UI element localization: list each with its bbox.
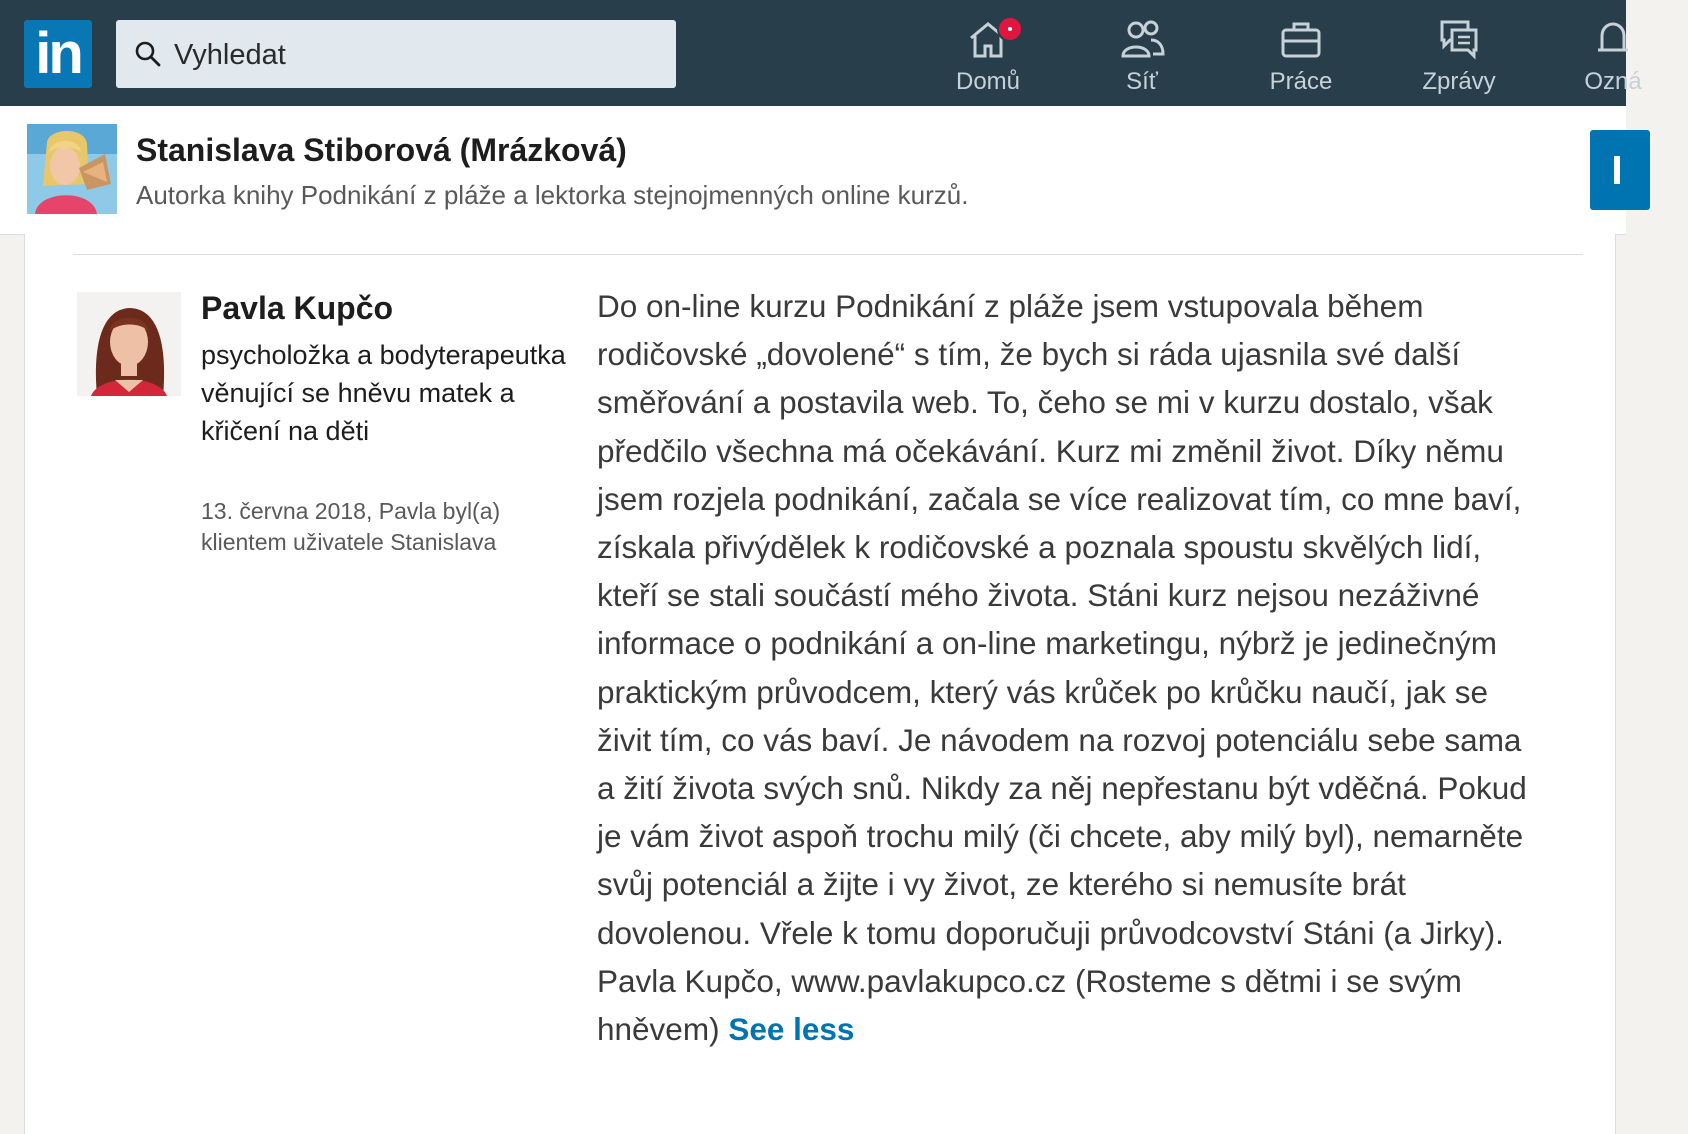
search-input[interactable]: [172, 34, 656, 76]
profile-headline: Autorka knihy Podnikání z pláže a lektorka stejnojmenných online kurzů.: [136, 180, 969, 210]
nav-label-notifications: Ozná: [1584, 68, 1642, 95]
linkedin-logo[interactable]: in: [24, 20, 92, 88]
recommender-avatar[interactable]: [77, 292, 181, 396]
profile-name[interactable]: Stanislava Stiborová (Mrázková): [136, 132, 627, 168]
nav-label-home: Domů: [955, 68, 1021, 95]
search-icon: [134, 40, 162, 68]
nav-item-notifications[interactable]: [1538, 16, 1688, 100]
recommendations-card: [24, 234, 1616, 1134]
profile-photo: [27, 124, 117, 214]
see-less-link[interactable]: See less: [728, 1011, 855, 1048]
profile-header: [0, 106, 1626, 235]
bell-icon: [1588, 16, 1638, 62]
nav-item-messaging[interactable]: [1384, 16, 1534, 100]
people-icon: [1117, 16, 1167, 62]
nav-label-network: Síť: [1126, 68, 1158, 95]
messaging-icon: [1434, 16, 1484, 62]
nav-item-jobs[interactable]: [1226, 16, 1376, 100]
recommender-name[interactable]: Pavla Kupčo: [201, 290, 394, 326]
recommender-photo: [77, 292, 181, 396]
top-navigation-bar: [0, 0, 1642, 106]
nav-label-messaging: Zprávy: [1422, 68, 1496, 95]
recommendation-text: [597, 282, 1545, 1053]
nav-item-network[interactable]: [1067, 16, 1217, 100]
divider: [73, 254, 1583, 255]
nav-item-home[interactable]: [913, 16, 1063, 100]
avatar[interactable]: [27, 124, 117, 214]
briefcase-icon: [1276, 16, 1326, 62]
recommender-headline: psycholožka a bodyterapeutka věnující se hněvu matek a křičení na děti: [201, 340, 566, 446]
profile-action-button[interactable]: [1590, 130, 1650, 210]
search-box[interactable]: [116, 20, 676, 88]
notification-badge: [997, 16, 1023, 42]
recommendation-meta: 13. června 2018, Pavla byl(a) klientem uživatele Stanislava: [201, 498, 501, 555]
recommendation-body: Do on-line kurzu Podnikání z pláže jsem vstupovala během rodičovské „dovolené“ s tím, že bych si ráda ujasnila své další směřování a postavila web. To, čeho se mi v kurzu dostalo, však předčilo všechna má očekávání. Kurz mi změnil život. Díky němu jsem rozjela podnikání, začala se více realizovat tím, co mne baví, získala přivýdělek k rodičovské a poznala spoustu skvělých lidí, kteří se stali součástí mého života. Stáni kurz nejsou nezáživné informace o podnikání a on-line marketingu, nýbrž je jedinečným praktickým průvodcem, který vás krůček po krůčku naučí, jak se živit tím, co vás baví. Je návodem na rozvoj potenciálu sebe sama a žití života svých snů. Nikdy za něj nepřestanu být vděčná. Pokud je vám život aspoň trochu milý (či chcete, aby milý byl), nemarněte svůj potenciál a žijte i vy život, ze kterého si nemusíte brát dovolenou. Vřele k tomu doporučuji průvodcovství Stáni (a Jirky). Pavla Kupčo, www.pavlakupco.cz (Rosteme s dětmi i se svým hněvem): [597, 288, 1527, 1048]
nav-label-jobs: Práce: [1269, 68, 1333, 95]
